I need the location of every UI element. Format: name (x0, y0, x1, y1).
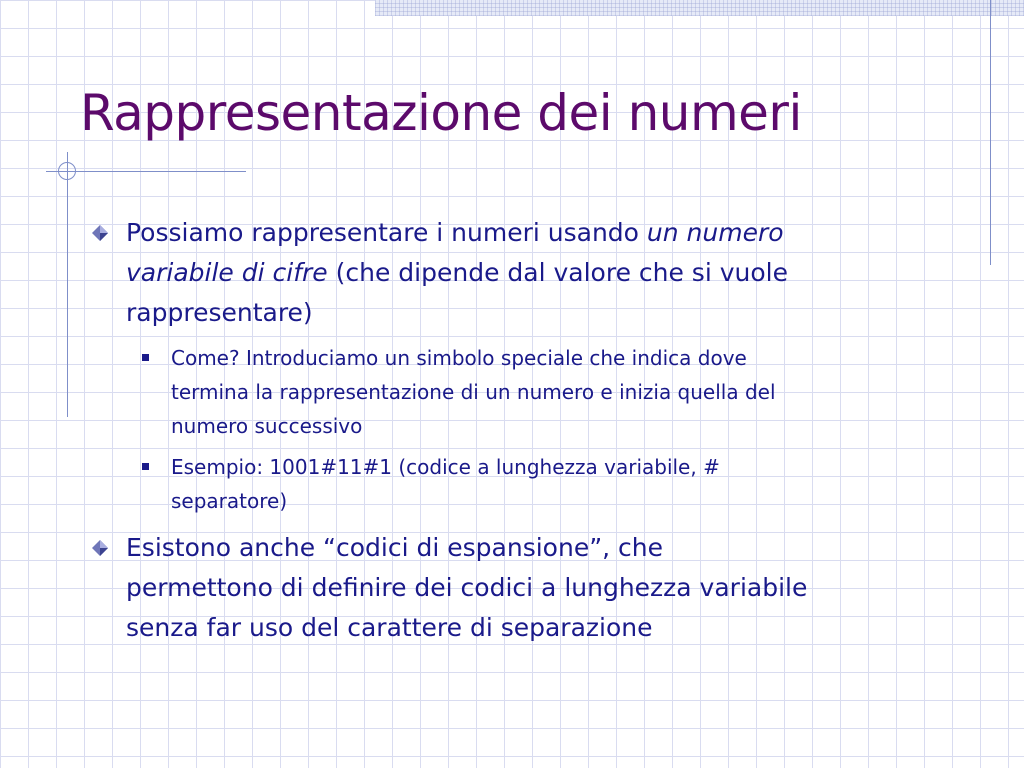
subbullet-1-line-3: numero successivo (171, 414, 363, 438)
bullet-1-line-1-text: Possiamo rappresentare i numeri usando (126, 218, 647, 247)
decorative-vertical-line-left (67, 152, 68, 417)
subbullet-2-text (171, 450, 961, 518)
subbullet-1-line-1: Come? Introduciamo un simbolo speciale che indica dove (171, 346, 747, 370)
decorative-title-underline (46, 171, 246, 172)
bullet-2-line-3: senza far uso del carattere di separazione (126, 613, 653, 642)
slide-title: Rappresentazione dei numeri (80, 84, 802, 142)
decorative-vertical-line-right (990, 0, 991, 265)
bullet-2-line-1: Esistono anche “codici di espansione”, che (126, 533, 664, 562)
diamond-bullet-icon (92, 225, 108, 241)
subbullet-2-line-1: Esempio: 1001#11#1 (codice a lunghezza variabile, # (171, 455, 720, 479)
bullet-2-text (126, 528, 956, 648)
bullet-1-emphasis-2: variabile di cifre (126, 258, 328, 287)
bullet-1-line-3: rappresentare) (126, 298, 313, 327)
square-bullet-icon (142, 463, 149, 470)
bullet-1-text (126, 213, 956, 333)
decorative-top-band (375, 0, 1024, 16)
bullet-2-line-2: permettono di definire dei codici a lunghezza variabile (126, 573, 808, 602)
square-bullet-icon (142, 354, 149, 361)
bullet-1-line-1 (126, 213, 956, 253)
diamond-bullet-icon (92, 540, 108, 556)
subbullet-1-line-2: termina la rappresentazione di un numero e inizia quella del (171, 380, 776, 404)
subbullet-1-text (171, 341, 961, 443)
decorative-crosshair-circle (58, 162, 76, 180)
bullet-1-emphasis-1: un numero (646, 218, 784, 247)
subbullet-2-line-2: separatore) (171, 489, 288, 513)
bullet-1-line-2 (126, 253, 956, 293)
bullet-1-line-2-text: (che dipende dal valore che si vuole (327, 258, 788, 287)
